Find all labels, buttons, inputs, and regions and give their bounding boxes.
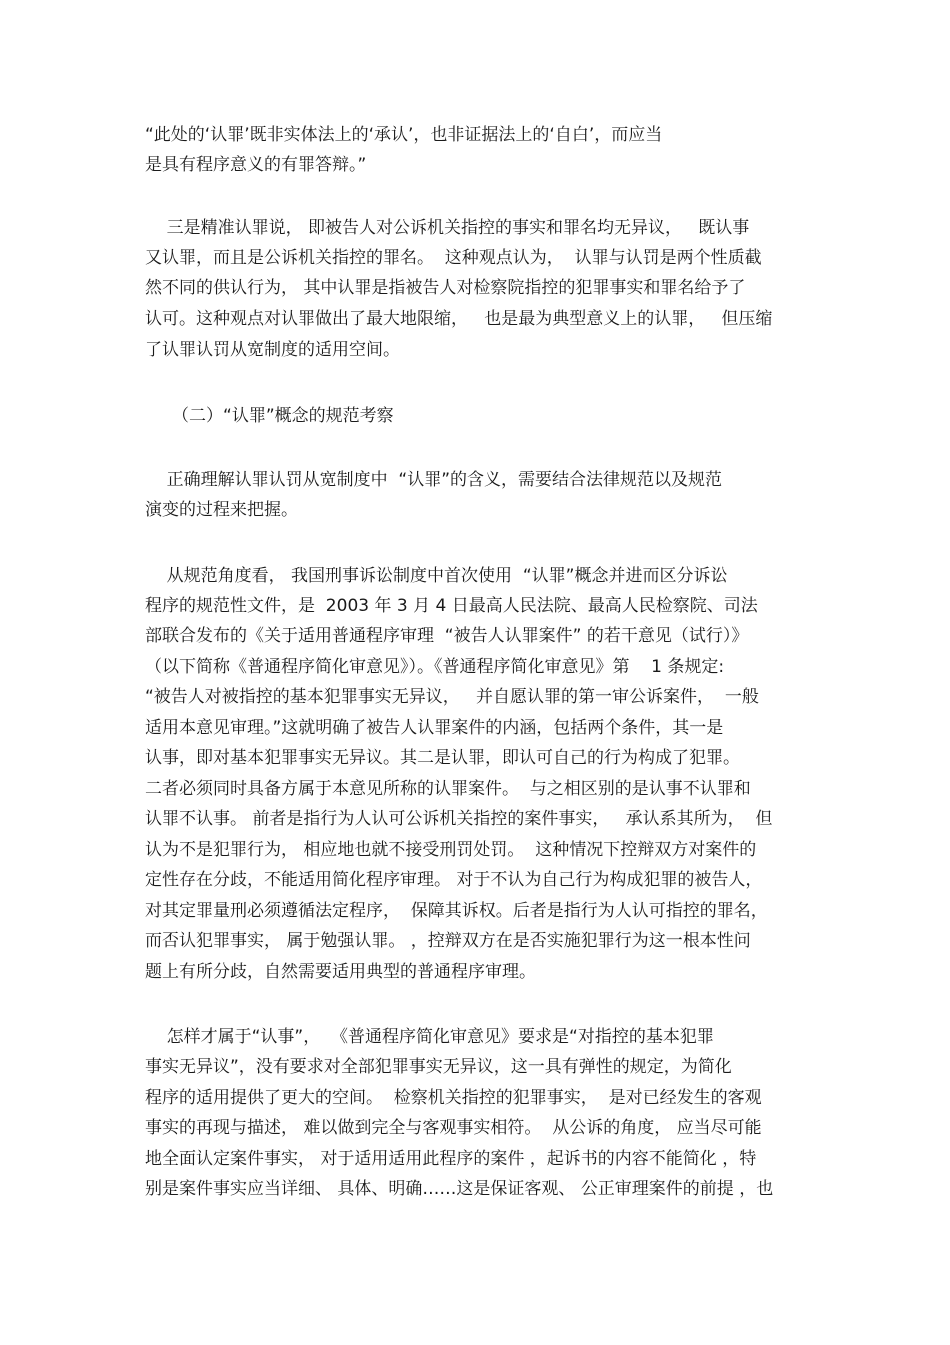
section-heading: （二）“认罪”概念的规范考察 — [145, 406, 394, 426]
text-line: 认可。这种观点对认罪做出了最大地限缩， 也是最为典型意义上的认罪， 但压缩 — [145, 309, 773, 329]
text-line: 事实无异议”，没有要求对全部犯罪事实无异议，这一具有弹性的规定，为简化 — [145, 1057, 732, 1077]
text-line: 程序的适用提供了更大的空间。 检察机关指控的犯罪事实， 是对已经发生的客观 — [145, 1088, 762, 1108]
text-line: 认为不是犯罪行为， 相应地也就不接受刑罚处罚。 这种情况下控辩双方对案件的 — [145, 840, 757, 860]
text-line: “被告人对被指控的基本犯罪事实无异议， 并自愿认罪的第一审公诉案件， 一般 — [145, 687, 759, 707]
text-line: 三是精准认罪说， 即被告人对公诉机关指控的事实和罪名均无异议， 既认事 — [145, 218, 750, 238]
text-line: 演变的过程来把握。 — [145, 500, 298, 520]
text-line: 题上有所分歧，自然需要适用典型的普通程序审理。 — [145, 962, 536, 982]
text-line: 适用本意见审理。”这就明确了被告人认罪案件的内涵，包括两个条件，其一是 — [145, 718, 724, 738]
text-line: 程序的规范性文件，是 2003 年 3 月 4 日最高人民法院、最高人民检察院、司法 — [145, 596, 758, 616]
text-line: 从规范角度看， 我国刑事诉讼制度中首次使用 “认罪”概念并进而区分诉讼 — [145, 566, 728, 586]
text-line: 了认罪认罚从宽制度的适用空间。 — [145, 340, 400, 360]
text-line: 别是案件事实应当详细、 具体、明确……这是保证客观、 公正审理案件的前提 ，也 — [145, 1179, 774, 1199]
text-line: 部联合发布的《关于适用普通程序审理 “被告人认罪案件” 的若干意见（试行）》 — [145, 626, 749, 646]
text-line: 事实的再现与描述， 难以做到完全与客观事实相符。 从公诉的角度， 应当尽可能 — [145, 1118, 762, 1138]
text-line: 对其定罪量刑必须遵循法定程序， 保障其诉权。后者是指行为人认可指控的罪名， — [145, 901, 768, 921]
text-line: 又认罪，而且是公诉机关指控的罪名。 这种观点认为， 认罪与认罚是两个性质截 — [145, 248, 762, 268]
text-line: “此处的‘认罪’既非实体法上的‘承认’，也非证据法上的‘自白’，而应当 — [145, 125, 663, 145]
text-line: 怎样才属于“认事”， 《普通程序简化审意见》要求是“对指控的基本犯罪 — [145, 1027, 714, 1047]
text-line: 正确理解认罪认罚从宽制度中 “认罪”的含义，需要结合法律规范以及规范 — [145, 470, 723, 490]
text-line: 二者必须同时具备方属于本意见所称的认罪案件。 与之相区别的是认事不认罪和 — [145, 779, 751, 799]
text-line: 是具有程序意义的有罪答辩。” — [145, 155, 367, 175]
text-line: 认事，即对基本犯罪事实无异议。其二是认罪，即认可自己的行为构成了犯罪。 — [145, 748, 740, 768]
text-line: 定性存在分歧，不能适用简化程序审理。 对于不认为自己行为构成犯罪的被告人， — [145, 870, 763, 890]
text-line: 认罪不认事。 前者是指行为人认可公诉机关指控的案件事实， 承认系其所为， 但 — [145, 809, 773, 829]
text-line: 然不同的供认行为， 其中认罪是指被告人对检察院指控的犯罪事实和罪名给予了 — [145, 278, 746, 298]
text-line: 而否认犯罪事实， 属于勉强认罪。 ，控辩双方在是否实施犯罪行为这一根本性问 — [145, 931, 751, 951]
text-line: （以下简称《普通程序简化审意见》）。《普通程序简化审意见》第 1 条规定: — [145, 657, 725, 677]
text-line: 地全面认定案件事实， 对于适用适用此程序的案件 ，起诉书的内容不能简化 ，特 — [145, 1149, 757, 1169]
